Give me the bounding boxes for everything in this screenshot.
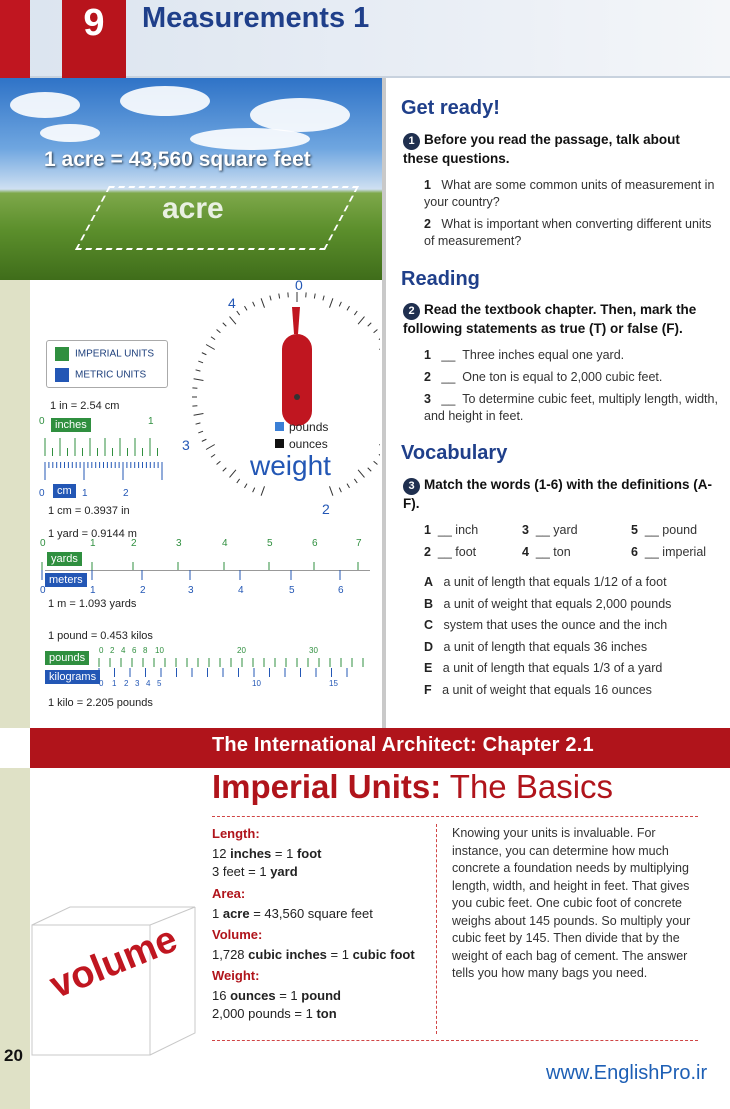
word-text: inch [455, 523, 479, 537]
answer-blank[interactable]: __ [441, 348, 456, 362]
pound-number: 2 [110, 646, 115, 655]
dial-two: 2 [322, 501, 330, 517]
dial-tick [202, 353, 207, 355]
dial-tick [323, 296, 324, 301]
item-number: 1 [424, 178, 431, 192]
area-heading: Area: [212, 886, 246, 901]
bold-run: ounces [230, 988, 276, 1003]
ruler-ticks [45, 438, 162, 480]
dial-tick [379, 337, 380, 340]
vocab-word [424, 522, 478, 539]
ounces-swatch [275, 439, 284, 448]
cm-ruler-one: 1 [82, 488, 88, 499]
dial-tick [230, 470, 236, 478]
volume-heading: Volume: [212, 927, 263, 942]
dial-three: 3 [182, 437, 190, 453]
scale-needle [292, 307, 300, 334]
header-left-strip [0, 0, 30, 86]
pound-number: 4 [121, 646, 126, 655]
dial-tick [223, 468, 227, 472]
acre-label: acre [162, 192, 224, 225]
item-text: To determine cubic feet, multiply length, width, and height in feet. [424, 392, 718, 423]
acre-equation: 1 acre = 43,560 square feet [44, 148, 311, 171]
length-heading: Length: [212, 826, 260, 841]
text-run: = 43,560 square feet [249, 906, 373, 921]
dial-tick [211, 337, 215, 340]
text-run: 2,000 pounds = 1 [212, 1006, 317, 1021]
kilo-number: 10 [252, 679, 261, 688]
dial-tick [198, 361, 203, 363]
dial-tick [237, 479, 240, 483]
reading-item [424, 347, 724, 364]
item-number: 3 [424, 392, 431, 406]
dial-tick [358, 470, 364, 478]
cm-tag: cm [52, 483, 77, 499]
pounds-tag: pounds [44, 650, 90, 666]
volume-line [212, 947, 415, 962]
vocab-word [522, 522, 578, 539]
meter-number: 0 [40, 585, 46, 596]
kilo-number: 5 [157, 679, 162, 688]
word-text: ton [553, 545, 571, 559]
word-text: yard [553, 523, 578, 537]
q1-text: Before you read the passage, talk about these questions. [403, 132, 680, 166]
meter-number: 2 [140, 585, 146, 596]
dial-tick [347, 484, 350, 488]
bottom-dashed-rule [212, 1040, 698, 1041]
length-line-2 [212, 864, 298, 879]
dial-tick [270, 296, 271, 301]
text-run: = 1 [326, 947, 353, 962]
definition-text: a unit of length that equals 1/3 of a yard [442, 661, 663, 675]
text-run: 3 feet = 1 [212, 864, 271, 879]
top-dashed-rule [212, 816, 698, 817]
meters-tag: meters [44, 572, 88, 588]
dial-tick [217, 461, 221, 464]
get-ready-title: Get ready! [401, 97, 500, 119]
q2-text: Read the textbook chapter. Then, mark the following statements as true (T) or false (F). [403, 302, 697, 336]
text-run: 16 [212, 988, 231, 1003]
answer-blank[interactable]: __ [437, 523, 452, 537]
word-number: 1 [424, 523, 431, 537]
chapter-paragraph: Knowing your units is invaluable. For instance, you can determine how much concrete a foundation needs by multiplying length, width, and height in feet. That gives you cubic feet. One cubic foot of concrete weighs about 145 pounds. So multiply your cubic feet by 145. Then divide that by the weight of each bag of cement. The answer tells you how many bags you need. [452, 826, 691, 980]
legend-metric-label: METRIC UNITS [75, 369, 147, 381]
dial-tick [253, 302, 255, 307]
cloud [120, 86, 210, 116]
chapter-title-rest: The Basics [449, 768, 614, 805]
kilo-number: 2 [124, 679, 129, 688]
m-yards-conversion: 1 m = 1.093 yards [48, 598, 137, 610]
meter-number: 5 [289, 585, 295, 596]
bold-run: cubic foot [352, 947, 415, 962]
legend-imperial [55, 347, 154, 361]
inch-cm-ruler [40, 436, 170, 486]
weight-line-2 [212, 1006, 337, 1021]
yard-number: 6 [312, 538, 318, 549]
kilo-pound-conversion: 1 kilo = 2.205 pounds [48, 697, 153, 709]
dial-tick [339, 302, 341, 307]
area-line [212, 906, 373, 921]
dial-tick [206, 345, 215, 350]
yard-number: 3 [176, 538, 182, 549]
answer-blank[interactable]: __ [644, 545, 659, 559]
meter-number: 4 [238, 585, 244, 596]
pound-number: 8 [143, 646, 148, 655]
dial-tick [329, 298, 332, 307]
dial-tick [374, 330, 378, 333]
dial-tick [347, 306, 350, 310]
answer-blank[interactable]: __ [644, 523, 659, 537]
ym-ticks [42, 562, 358, 580]
bold-run: foot [296, 846, 322, 861]
scale-pointer-body [282, 334, 312, 426]
chapter-number: 9 [62, 0, 126, 86]
bold-run: inches [230, 846, 272, 861]
definition-text: system that uses the ounce and the inch [443, 618, 668, 632]
pounds-swatch [275, 422, 284, 431]
dial-tick [245, 306, 248, 310]
vocab-definition [424, 682, 652, 699]
dial-tick [279, 294, 280, 299]
answer-blank[interactable]: __ [437, 545, 452, 559]
word-number: 3 [522, 523, 529, 537]
vocab-word [522, 544, 571, 561]
inch-ruler-zero: 0 [39, 416, 45, 427]
definition-text: a unit of length that equals 1/12 of a foot [443, 575, 667, 589]
answer-blank[interactable]: __ [535, 523, 550, 537]
dial-tick [202, 439, 207, 441]
word-number: 2 [424, 545, 431, 559]
scale-pivot [294, 394, 300, 400]
dial-tick [374, 461, 378, 464]
dial-tick [245, 484, 248, 488]
vocab-word [424, 544, 476, 561]
scale-ounces-key [275, 437, 328, 451]
definition-text: a unit of weight that equals 2,000 pounds [443, 596, 672, 611]
dial-tick [329, 486, 332, 495]
dial-zero: 0 [295, 277, 303, 293]
cloud [190, 128, 310, 150]
q3-number: 3 [403, 478, 420, 495]
dial-tick [253, 488, 255, 493]
yard-m-conversion: 1 yard = 0.9144 m [48, 528, 137, 540]
cloud [10, 92, 80, 118]
dial-tick [223, 323, 227, 327]
item-text: What are some common units of measurement in your country? [424, 178, 715, 209]
vocab-definition [424, 617, 667, 634]
pound-number: 0 [99, 646, 104, 655]
in-cm-conversion: 1 in = 2.54 cm [50, 400, 120, 412]
dial-tick [354, 479, 357, 483]
dial-tick [379, 345, 380, 350]
cloud [40, 124, 100, 142]
cm-ruler-zero: 0 [39, 488, 45, 499]
word-number: 4 [522, 545, 529, 559]
definition-letter: E [424, 661, 433, 675]
definition-letter: A [424, 575, 434, 589]
reading-title: Reading [401, 268, 480, 290]
vocab-word [631, 544, 706, 561]
bold-run: cubic inches [248, 947, 327, 962]
pounds-key-label: pounds [289, 420, 329, 434]
dial-tick [194, 379, 204, 381]
chapter-title-bold: Imperial Units: [212, 768, 442, 805]
chapter-title [212, 768, 613, 806]
meter-number: 6 [338, 585, 344, 596]
page-number: 20 [4, 1046, 23, 1065]
definition-text: a unit of weight that equals 16 ounces [442, 682, 652, 697]
column-dashed-rule [436, 824, 437, 1034]
kitchen-scale [180, 272, 380, 522]
yards-tag: yards [46, 551, 83, 567]
definition-letter: F [424, 682, 432, 697]
item-number: 2 [424, 370, 431, 384]
dial-tick [368, 468, 372, 472]
answer-blank[interactable]: __ [535, 545, 550, 559]
q1-number: 1 [403, 133, 420, 150]
reading-item [424, 369, 724, 386]
dial-tick [194, 413, 204, 415]
dial-tick [196, 423, 201, 424]
cloud [250, 98, 350, 132]
bold-run: pound [301, 988, 341, 1003]
kilo-number: 15 [329, 679, 338, 688]
item-number: 2 [424, 217, 431, 231]
vocab-word [631, 522, 697, 539]
length-line-1 [212, 846, 321, 861]
inch-ruler-one: 1 [148, 416, 154, 427]
vocabulary-question [403, 476, 721, 513]
pk-ticks [99, 658, 363, 677]
yard-number: 7 [356, 538, 362, 549]
definition-text: a unit of length that equals 36 inches [443, 639, 648, 654]
dial-tick [237, 311, 240, 315]
pound-number: 20 [237, 646, 246, 655]
word-number: 6 [631, 545, 638, 559]
cm-in-conversion: 1 cm = 0.3937 in [48, 505, 130, 517]
kilograms-tag: kilograms [44, 669, 101, 685]
metric-swatch [55, 368, 69, 382]
word-text: imperial [662, 545, 707, 559]
definition-letter: B [424, 596, 434, 611]
definition-letter: C [424, 618, 434, 632]
vocab-definition [424, 596, 671, 613]
text-run: 1,728 [212, 947, 249, 962]
yard-number: 1 [90, 538, 96, 549]
item-number: 1 [424, 348, 431, 362]
dial-tick [217, 330, 221, 333]
answer-blank[interactable]: __ [441, 392, 456, 406]
pound-kilo-ticks [95, 658, 375, 678]
pound-number: 30 [309, 646, 318, 655]
cm-ruler-two: 2 [123, 488, 129, 499]
reading-item [424, 391, 724, 425]
weight-label: weight [250, 450, 331, 481]
text-run: = 1 [271, 846, 297, 861]
item-text: One ton is equal to 2,000 cubic feet. [462, 370, 663, 384]
dial-tick [261, 298, 264, 307]
yard-number: 0 [40, 538, 46, 549]
kilo-number: 4 [146, 679, 151, 688]
text-run: 1 [212, 906, 223, 921]
q2-number: 2 [403, 303, 420, 320]
dial-tick [198, 431, 203, 433]
imperial-swatch [55, 347, 69, 361]
weight-line-1 [212, 988, 341, 1003]
legend-metric [55, 368, 146, 382]
bold-run: yard [270, 864, 298, 879]
legend-imperial-label: IMPERIAL UNITS [75, 348, 155, 360]
dial-tick [314, 294, 315, 299]
pound-number: 6 [132, 646, 137, 655]
vocab-definition [424, 660, 662, 677]
units-legend [46, 340, 168, 388]
text-run: 12 [212, 846, 231, 861]
answer-blank[interactable]: __ [441, 370, 456, 384]
vocab-definition [424, 639, 647, 656]
text-run: = 1 [275, 988, 302, 1003]
dial-tick [261, 486, 264, 495]
vocab-definition [424, 574, 667, 591]
q3-text: Match the words (1-6) with the definitions (A-F). [403, 477, 712, 511]
dial-tick [358, 317, 364, 325]
word-text: foot [455, 545, 477, 559]
bold-run: ton [316, 1006, 337, 1021]
get-ready-item [424, 177, 724, 211]
pound-kilo-conversion: 1 pound = 0.453 kilos [48, 630, 153, 642]
yard-number: 4 [222, 538, 228, 549]
page-edge [0, 280, 30, 728]
page-title: Measurements 1 [142, 2, 370, 34]
bold-run: acre [222, 906, 250, 921]
site-url[interactable]: www.EnglishPro.ir [546, 1062, 708, 1084]
yard-number: 5 [267, 538, 273, 549]
column-divider [382, 78, 386, 728]
dial-tick [230, 317, 236, 325]
kilo-number: 3 [135, 679, 140, 688]
inches-tag: inches [50, 417, 92, 433]
dial-tick [211, 454, 215, 457]
pound-number: 10 [155, 646, 164, 655]
dial-tick [354, 311, 357, 315]
meter-number: 1 [90, 585, 96, 596]
item-text: What is important when converting different units of measurement? [424, 217, 712, 248]
chapter-band-title: The International Architect: Chapter 2.1 [212, 734, 594, 756]
weight-heading: Weight: [212, 968, 260, 983]
dial-four: 4 [228, 295, 236, 311]
word-text: pound [662, 523, 698, 537]
reading-question [403, 301, 721, 338]
get-ready-question [403, 131, 713, 168]
dial-tick [368, 323, 372, 327]
word-number: 5 [631, 523, 638, 537]
dial-tick [196, 370, 201, 371]
dial-tick [206, 445, 215, 450]
item-text: Three inches equal one yard. [462, 348, 625, 362]
get-ready-item [424, 216, 724, 250]
dial-tick [379, 454, 380, 457]
volume-word: volume [44, 918, 184, 1007]
vocabulary-title: Vocabulary [401, 442, 508, 464]
scale-pounds-key [275, 420, 328, 434]
yard-number: 2 [131, 538, 137, 549]
meter-number: 3 [188, 585, 194, 596]
kilo-number: 1 [112, 679, 117, 688]
kilo-number: 0 [99, 679, 104, 688]
dial-tick [339, 488, 341, 493]
acre-field-photo [0, 78, 385, 280]
dial-tick [379, 445, 380, 450]
ounces-key-label: ounces [289, 437, 328, 451]
definition-letter: D [424, 639, 434, 654]
